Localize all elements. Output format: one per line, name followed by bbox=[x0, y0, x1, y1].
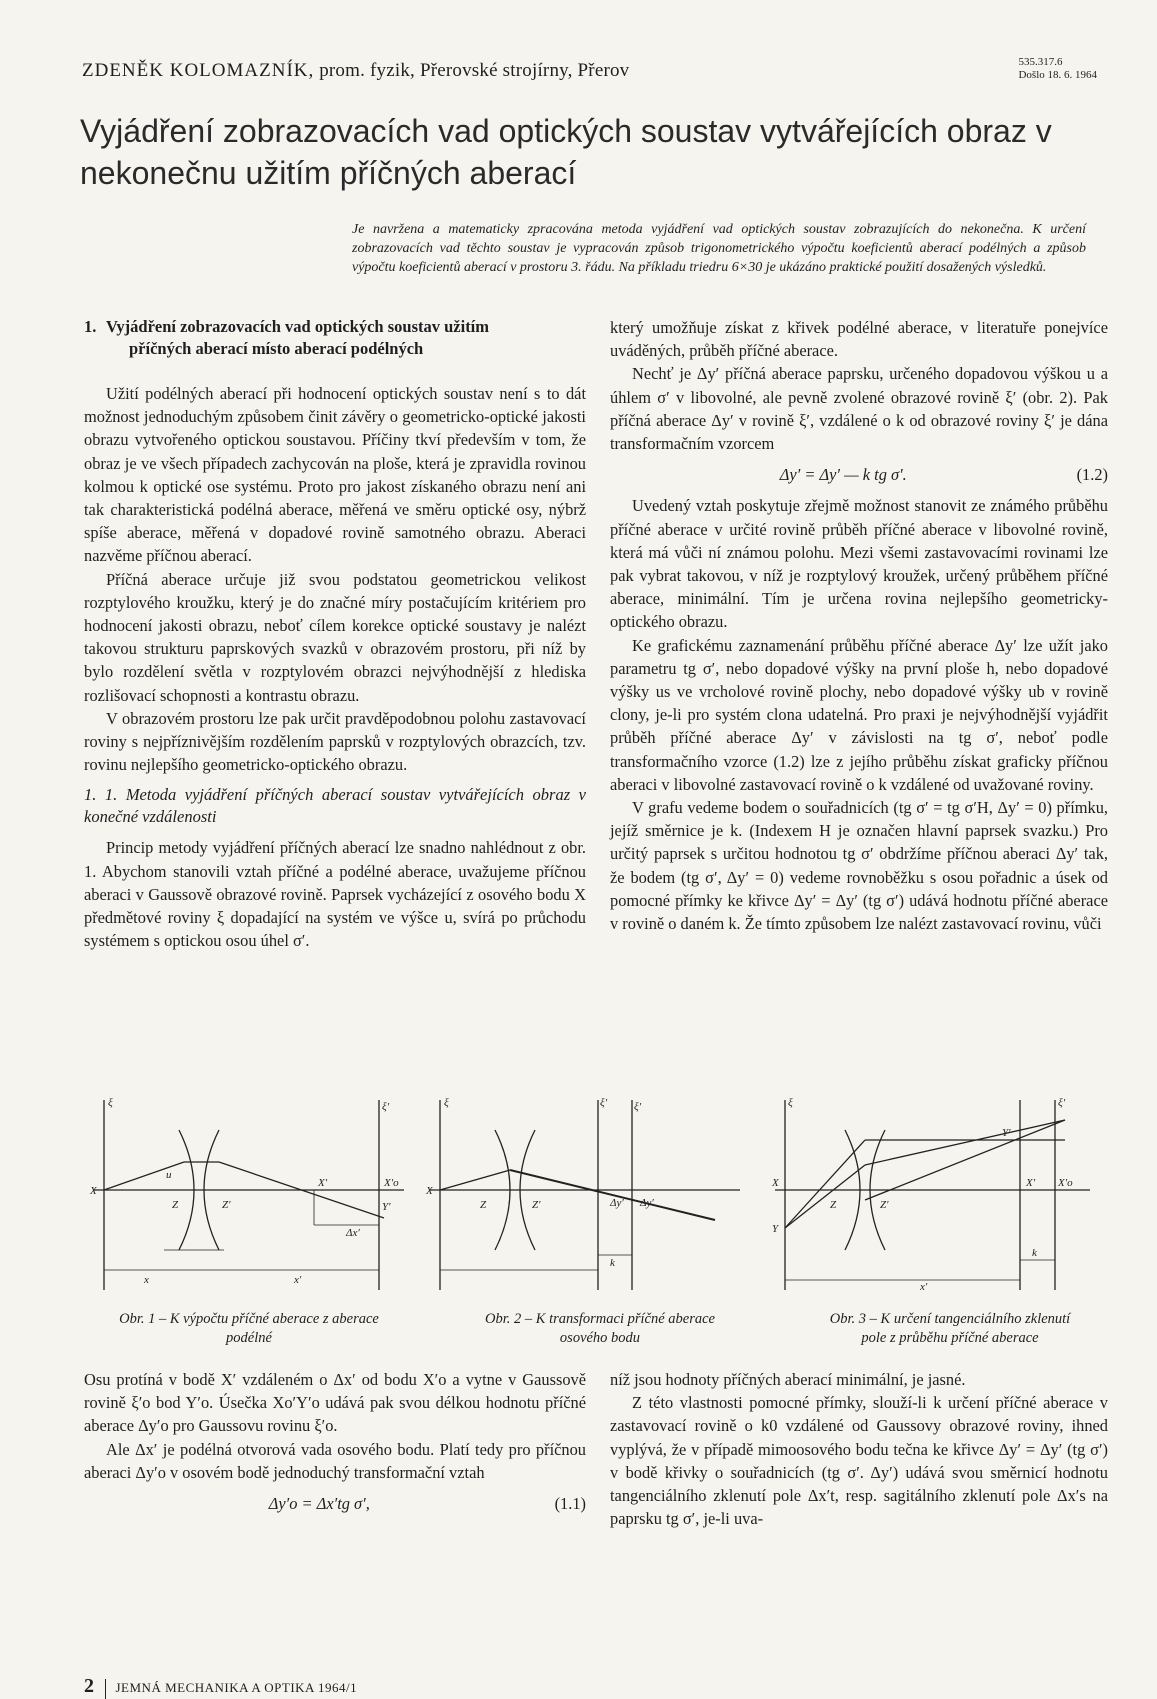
author-name: ZDENĚK KOLOMAZNÍK, bbox=[82, 60, 315, 81]
svg-text:X: X bbox=[426, 1185, 433, 1197]
svg-text:Y′: Y′ bbox=[382, 1201, 391, 1213]
svg-text:ξ′: ξ′ bbox=[1058, 1097, 1066, 1109]
svg-text:Z′: Z′ bbox=[880, 1199, 889, 1211]
svg-text:Z: Z bbox=[830, 1199, 837, 1211]
svg-text:X′o: X′o bbox=[384, 1177, 399, 1189]
page-number: 2 bbox=[84, 1675, 95, 1697]
section-title-line2: příčných aberací místo aberací podélných bbox=[129, 339, 424, 358]
svg-text:ξ′: ξ′ bbox=[600, 1097, 608, 1109]
paragraph: Princip metody vyjádření příčných aberací lze snadno nahlédnout z obr. 1. Abychom stanovili vztah příčné a podélné aberace, uvažujeme příčnou aberaci v Gaussově obrazové rovině. Paprsek vycházející z osového bodu X předmětové roviny ξ dopadající na systém ve výšce u, svírá po průchodu systémem s optickou osou úhel σ′. bbox=[84, 838, 586, 951]
svg-text:ξ′: ξ′ bbox=[634, 1101, 642, 1113]
figure-2-drawing bbox=[420, 1090, 750, 1300]
udc-block bbox=[1018, 56, 1097, 82]
svg-text:Z: Z bbox=[172, 1199, 179, 1211]
column-left-bottom bbox=[84, 1368, 586, 1523]
abstract: Je navržena a matematicky zpracována metoda vyjádření vad optických soustav zobrazujících do nekonečna. K určení zobrazovacích vad těchto soustav je vypracován způsob trigonometrického výpočtu koeficientů aberací podélných a způsob výpočtu koeficientů aberací v prostoru 3. řádu. Na příkladu triedru 6×30 je ukázáno praktické použití dosažených výsledků. bbox=[352, 222, 1086, 275]
equation-expression: Δy′ = Δy′ — k tg σ′. bbox=[779, 465, 907, 485]
svg-text:Z′: Z′ bbox=[222, 1199, 231, 1211]
svg-text:k: k bbox=[1032, 1247, 1037, 1259]
paragraph: Příčná aberace určuje již svou podstatou geometrickou velikost rozptylového kroužku, který je do značné míry postačujícím kritériem pro hodnocení jakosti obrazu, neboť cílem korekce optické soustavy je nalézt takovou strukturu paprskových svazků v obrazovém prostoru, při níž by bylo rozdělení světla v rozptylovém obrazci nejvýhodnější z hlediska rozlišovací schopnosti a kontrastu obrazu. bbox=[84, 569, 586, 705]
paragraph: V obrazovém prostoru lze pak určit pravděpodobnou polohu zastavovací roviny s nejpříznivějším rozdělením paprsků v rozptylových obrazcích, tzv. rovinu nejlepšího geometricko-optického obrazu. bbox=[84, 708, 586, 775]
paragraph: Osu protíná v bodě X′ vzdáleném o Δx′ od bodu X′o a vytne v Gaussově rovině ξ′o bod Y′o. Úsečka Xo′Y′o udává pak svou délkou hodnotu příčné aberace Δy′o pro Gaussovu rovinu ξ′o. bbox=[84, 1370, 586, 1436]
svg-text:Z: Z bbox=[480, 1199, 487, 1211]
paragraph: Ale Δx′ je podélná otvorová vada osového bodu. Platí tedy pro příčnou aberaci Δy′o v osovém bodě jednoduchý transformační vztah bbox=[84, 1439, 586, 1482]
svg-text:ξ: ξ bbox=[788, 1097, 793, 1109]
svg-text:Z′: Z′ bbox=[532, 1199, 541, 1211]
figure-2-caption bbox=[430, 1310, 770, 1348]
journal-name: JEMNÁ MECHANIKA A OPTIKA 1964/1 bbox=[115, 1680, 358, 1695]
svg-text:X′o: X′o bbox=[1058, 1177, 1073, 1189]
equation-1-1 bbox=[84, 1492, 586, 1515]
figure-1-caption bbox=[84, 1310, 414, 1348]
svg-text:Δy′: Δy′ bbox=[640, 1197, 654, 1209]
paragraph: V grafu vedeme bodem o souřadnicích (tg σ′ = tg σ′H, Δy′ = 0) přímku, jejíž směrnice je k. (Indexem H je označen hlavní paprsek svazku.) Pro určitý paprsek s určitou hodnotou tg σ′ obdržíme příčnou aberaci Δy′ tak, že bodem (tg σ′, Δy′ = 0) vedeme rovnoběžku s osou pořadnic a úsek od pomocné přímky ke křivce Δy′ = Δy′ (tg σ′) udává hodnotu příčné aberace v rovině o daném k. Že tímto způsobem lze nalézt zastavovací rovinu, vůči bbox=[610, 798, 1108, 934]
caption-line: Obr. 1 – K výpočtu příčné aberace z aberace bbox=[119, 1311, 379, 1327]
paragraph: který umožňuje získat z křivek podélné aberace, v literatuře ponejvíce uváděných, průběh příčné aberace. bbox=[610, 318, 1108, 361]
section-title-line1: Vyjádření zobrazovacích vad optických soustav užitím bbox=[106, 317, 490, 336]
figure-1 bbox=[84, 1090, 414, 1300]
equation-number: (1.1) bbox=[554, 1494, 586, 1514]
paragraph: Ke grafickému zaznamenání průběhu příčné aberace Δy′ lze užít jako parametru tg σ′, nebo dopadové výšky na první ploše h, nebo dopadové výšky us ve vrcholové rovině plochy, nebo dopadové výšky ub v rovině clony, je-li pro systém clona udatelná. Pro praxi je nejvýhodnější vyjádřit průběh příčné aberace Δy′ v závislosti na tg σ′, neboť podle transformačního vzorce (1.2) lze z jejího průběhu získat graficky příčnou aberaci v libovolné zastavovací rovině o k vzdálené od uvažované roviny. bbox=[610, 635, 1108, 794]
paragraph: níž jsou hodnoty příčných aberací minimální, je jasné. bbox=[610, 1370, 966, 1389]
section-number: 1. bbox=[84, 317, 97, 336]
figure-3-caption bbox=[780, 1310, 1120, 1348]
subsection-heading: 1. 1. Metoda vyjádření příčných aberací soustav vytvářejících obraz v konečné vzdálenosti bbox=[84, 785, 586, 827]
caption-line: Obr. 2 – K transformaci příčné aberace bbox=[485, 1311, 715, 1327]
svg-text:Y′: Y′ bbox=[1002, 1127, 1011, 1139]
page-footer bbox=[84, 1675, 357, 1699]
byline bbox=[82, 60, 629, 82]
paragraph: Z této vlastnosti pomocné přímky, slouží-li k určení příčné aberace v zastavovací rovině o k0 vzdálené od Gaussovy obrazové roviny, ihned vyplývá, že v případě mimoosového bodu tečna ke křivce Δy′ = Δy′ (tg σ′) v bodě křivky o souřadnicích (tg σ′. Δy′) udává svou směrnicí hodnotu tangenciálního zklenutí pole Δx′t, resp. sagitálního zklenutí pole Δx′s na paprsku tg σ′, je-li uva- bbox=[610, 1393, 1108, 1529]
column-left-top bbox=[84, 316, 586, 952]
author-affiliation: prom. fyzik, Přerovské strojírny, Přerov bbox=[319, 60, 630, 81]
received-date: Došlo 18. 6. 1964 bbox=[1018, 69, 1097, 81]
svg-text:ξ: ξ bbox=[108, 1097, 113, 1109]
paragraph: Nechť je Δy′ příčná aberace paprsku, určeného dopadovou výškou u a úhlem σ′ v libovolné, ale pevně zvolené obrazové rovině ξ′ (obr. 2). Pak příčná aberace Δy′ v rovině ξ′, vzdálené o k od obrazové roviny ξ′ je dána transformačním vzorcem bbox=[610, 364, 1108, 454]
svg-text:x′: x′ bbox=[294, 1274, 302, 1286]
svg-text:X: X bbox=[90, 1185, 97, 1197]
svg-text:Y: Y bbox=[772, 1223, 779, 1235]
article-title: Vyjádření zobrazovacích vad optických soustav vytvářejících obraz v nekonečnu užitím příčných aberací bbox=[80, 113, 1052, 191]
svg-text:x: x bbox=[144, 1274, 149, 1286]
svg-text:x′: x′ bbox=[920, 1281, 928, 1293]
caption-line: pole z průběhu příčné aberace bbox=[861, 1330, 1039, 1346]
caption-line: osového bodu bbox=[559, 1330, 641, 1346]
column-right-top bbox=[610, 316, 1108, 935]
section-heading bbox=[84, 316, 586, 360]
udc-code: 535.317.6 bbox=[1018, 56, 1063, 68]
equation-1-2 bbox=[610, 463, 1108, 486]
svg-text:ξ: ξ bbox=[444, 1097, 449, 1109]
svg-text:u: u bbox=[166, 1169, 172, 1181]
footer-divider bbox=[105, 1679, 106, 1699]
svg-text:X′: X′ bbox=[1026, 1177, 1036, 1189]
figure-1-drawing bbox=[84, 1090, 414, 1300]
caption-line: podélné bbox=[226, 1330, 272, 1346]
svg-text:k: k bbox=[610, 1257, 615, 1269]
figure-3-drawing bbox=[770, 1090, 1100, 1300]
caption-line: Obr. 3 – K určení tangenciálního zklenutí bbox=[829, 1311, 1071, 1327]
equation-expression: Δy′o = Δx′tg σ′, bbox=[268, 1494, 370, 1514]
paragraph: Uvedený vztah poskytuje zřejmě možnost stanovit ze známého průběhu příčné aberace v určité rovině průběh příčné aberace v libovolné rovině, která má vůči ní známou polohu. Mezi všemi zastavovacími rovinami lze pak vybrat takovou, v níž je rozptylový kroužek, určený průběhem příčné aberace, minimální. Tím je určena rovina nejlepšího geometricky-optického obrazu. bbox=[610, 496, 1108, 632]
svg-text:ξ′: ξ′ bbox=[382, 1101, 390, 1113]
svg-text:Δy′: Δy′ bbox=[610, 1197, 624, 1209]
svg-text:X: X bbox=[772, 1177, 779, 1189]
figure-2 bbox=[420, 1090, 750, 1300]
svg-text:Δx′: Δx′ bbox=[346, 1227, 360, 1239]
paragraph: Užití podélných aberací při hodnocení optických soustav není s to dát možnost jednoduchým způsobem činit závěry o geometricko-optické jakosti obrazu vytvořeného optickou soustavou. Příčiny tkví především v tom, že obraz je ve všech případech zachycován na ploše, která je zpravidla rovinou kolmou k optické ose systému. Proto pro jakost získaného obrazu není ani tak charakteristická podélná aberace, měřená ve směru optické osy, nýbrž spíše aberace, měřená v dopadové rovině samotného obrazu. Aberaci nazvěme příčnou aberací. bbox=[84, 384, 586, 566]
column-right-bottom bbox=[610, 1368, 1108, 1530]
svg-text:X′: X′ bbox=[318, 1177, 328, 1189]
equation-number: (1.2) bbox=[1076, 465, 1108, 485]
figure-3 bbox=[770, 1090, 1100, 1300]
